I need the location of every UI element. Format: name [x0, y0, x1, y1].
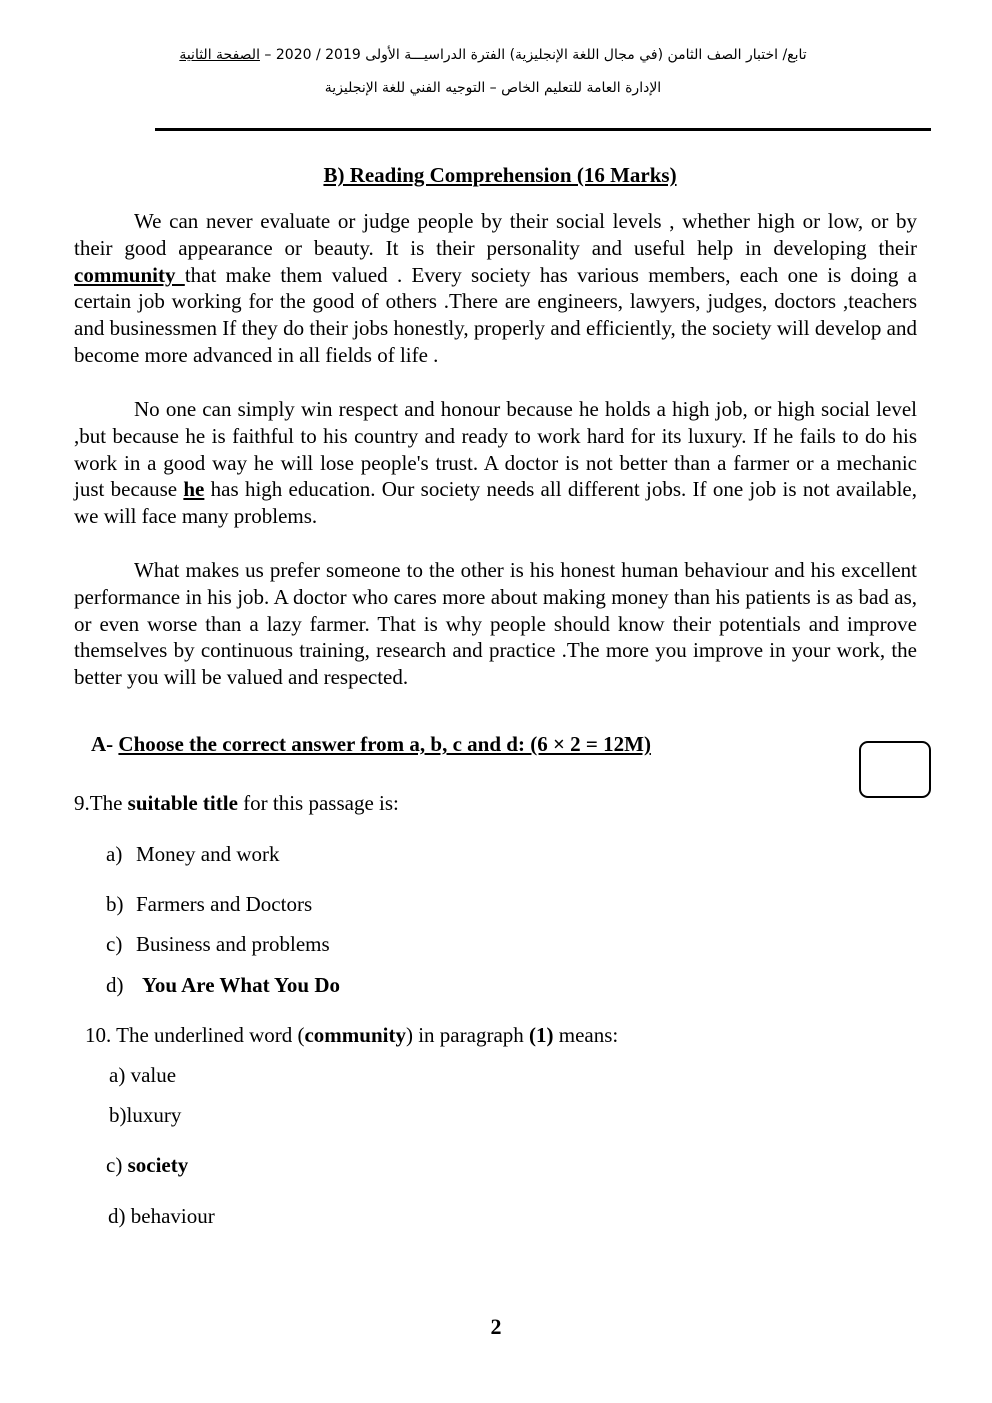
section-a-instruction: Choose the correct answer from a, b, c and d: (6 × 2 = 12M): [118, 732, 651, 756]
q9-option-a[interactable]: a) Money and work: [106, 842, 280, 866]
score-box[interactable]: [859, 741, 931, 798]
header-page-label: الصفحة الثانية: [179, 47, 260, 63]
header-exam-info: تابع/ اختبار الصف الثامن (في مجال اللغة الإنجليزية) الفترة الدراسيـــة الأولى 2019 / 2020 –: [259, 47, 807, 63]
q9-option-b[interactable]: b) Farmers and Doctors: [106, 892, 313, 916]
passage-paragraph-3: What makes us prefer someone to the other is his honest human behaviour and his excellent performance in his job. A doctor who cares more about making money than his patients is as bad as, or even worse than a lazy farmer. That is why people should know their potentials and improve themselves by continuous training, research and practice .The more you improve in your work, the better you will be valued and respected.: [74, 558, 917, 690]
q9-option-d[interactable]: d) You Are What You Do: [106, 973, 340, 997]
underlined-word-community: community: [74, 262, 185, 287]
question-9: 9.The suitable title for this passage is:: [74, 791, 399, 815]
q10-option-b[interactable]: b)luxury: [109, 1103, 182, 1127]
section-a-heading: [91, 732, 651, 757]
passage-paragraph-2: No one can simply win respect and honour because he holds a high job, or high social level ,but because he is faithful to his country and ready to work hard for its luxury. If he fails to do his work in a good way he will lose people's trust. A doctor is not better than a farmer or a mechanic just because he has high education. Our society needs all different jobs. If one job is not available, we will face many problems.: [74, 397, 918, 529]
section-title: B) Reading Comprehension (16 Marks): [323, 163, 677, 187]
page-number: 2: [490, 1314, 502, 1339]
q10-option-d[interactable]: d) behaviour: [108, 1204, 215, 1228]
underlined-word-he: he: [183, 477, 205, 502]
question-10: 10. The underlined word (community) in paragraph (1) means:: [85, 1023, 619, 1047]
passage-paragraph-1: We can never evaluate or judge people by their social levels , whether high or low, or by their good appearance or beauty. It is their personality and useful help in developing their community that make them valued . Every society has various members, each one is doing a certain job working for the good of others .There are engineers, lawyers, judges, doctors ,teachers and businessmen If they do their jobs honestly, properly and efficiently, the society will develop and become more advanced in all fields of life .: [74, 209, 917, 367]
q10-option-c[interactable]: c) society: [106, 1153, 189, 1177]
header-line-1: [120, 47, 866, 63]
header-divider: [155, 128, 931, 131]
q9-option-c[interactable]: c) Business and problems: [106, 932, 330, 956]
header-line-2: الإدارة العامة للتعليم الخاص – التوجيه الفني للغة الإنجليزية: [324, 80, 662, 96]
q10-option-a[interactable]: a) value: [109, 1063, 177, 1087]
section-a-label: A-: [91, 732, 114, 756]
